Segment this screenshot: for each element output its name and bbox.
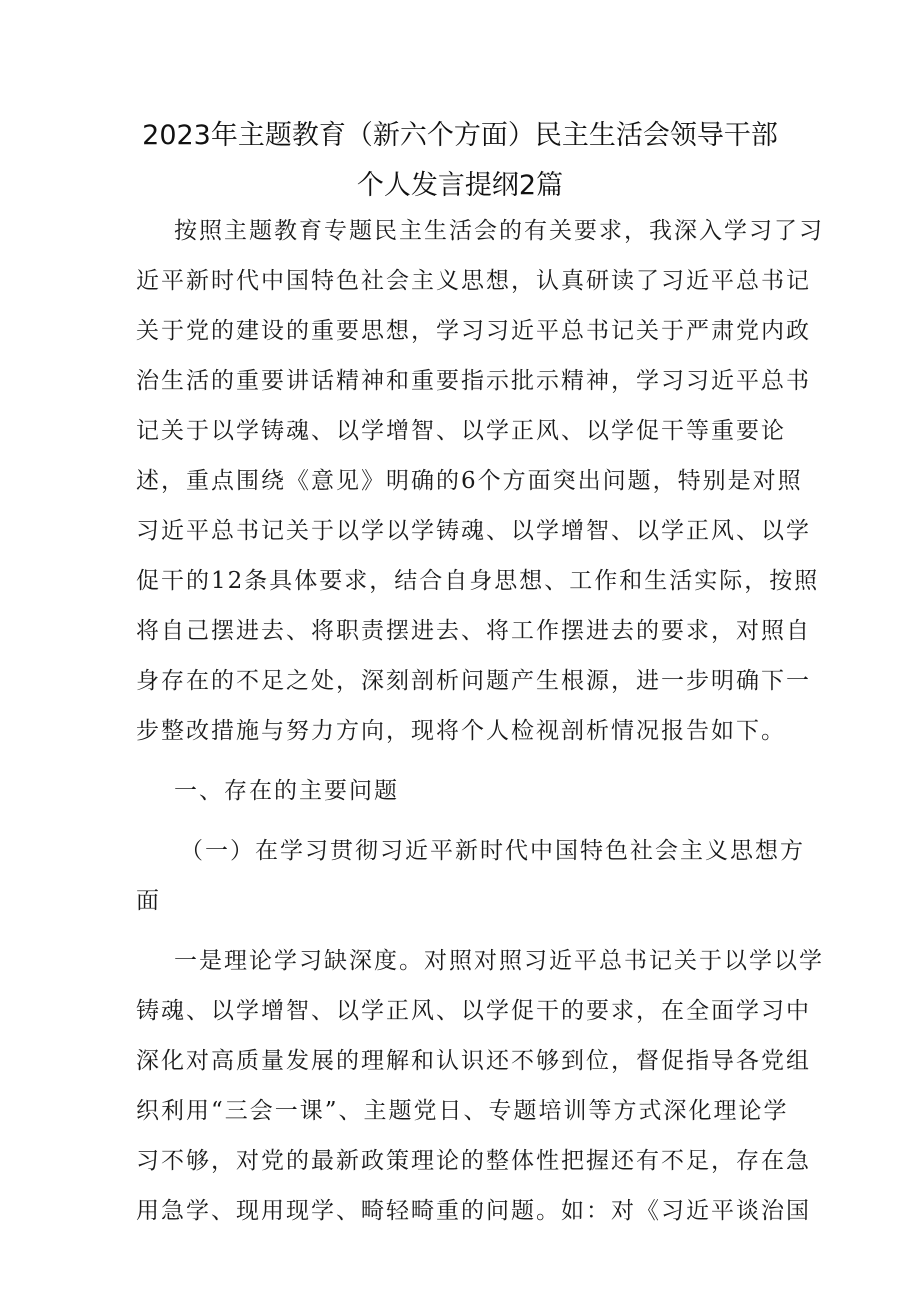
paragraph-line: 关于党的建设的重要思想，学习习近平总书记关于严肃党内政 [136, 318, 811, 344]
paragraph-line: 记关于以学铸魂、以学增智、以学正风、以学促干等重要论 [136, 418, 786, 444]
paragraph-line: 习近平总书记关于以学以学铸魂、以学增智、以学正风、以学 [136, 518, 811, 544]
paragraph-line: 身存在的不足之处，深刻剖析问题产生根源，进一步明确下一 [136, 668, 811, 694]
paragraph-line: 近平新时代中国特色社会主义思想，认真研读了习近平总书记 [136, 268, 811, 294]
document-title-line-1: 2023年主题教育（新六个方面）民主生活会领导干部 [142, 120, 778, 151]
paragraph-line: 治生活的重要讲话精神和重要指示批示精神，学习习近平总书 [136, 368, 811, 394]
paragraph-line: 深化对高质量发展的理解和认识还不够到位，督促指导各党组 [136, 1048, 811, 1074]
paragraph-line: 述，重点围绕《意见》明确的6个方面突出问题，特别是对照 [136, 468, 803, 494]
subsection-heading: （一）在学习贯彻习近平新时代中国特色社会主义思想方 [180, 838, 805, 864]
paragraph-line: 用急学、现用现学、畸轻畸重的问题。如：对《习近平谈治国 [136, 1198, 811, 1224]
paragraph-line: 一是理论学习缺深度。对照对照习近平总书记关于以学以学 [174, 948, 824, 974]
paragraph-line: 铸魂、以学增智、以学正风、以学促干的要求，在全面学习中 [136, 998, 811, 1024]
paragraph-line: 织利用“三会一课”、主题党日、专题培训等方式深化理论学 [136, 1098, 789, 1124]
paragraph-line: 习不够，对党的最新政策理论的整体性把握还有不足，存在急 [136, 1148, 811, 1174]
subsection-heading-continuation: 面 [136, 888, 161, 914]
document-title-line-2: 个人发言提纲2篇 [356, 170, 564, 201]
paragraph-line: 促干的12条具体要求，结合自身思想、工作和生活实际，按照 [136, 568, 820, 594]
paragraph-line: 步整改措施与努力方向，现将个人检视剖析情况报告如下。 [136, 718, 786, 744]
paragraph-line: 将自己摆进去、将职责摆进去、将工作摆进去的要求，对照自 [136, 618, 811, 644]
section-heading: 一、存在的主要问题 [174, 778, 399, 804]
paragraph-line: 按照主题教育专题民主生活会的有关要求，我深入学习了习 [174, 218, 824, 244]
